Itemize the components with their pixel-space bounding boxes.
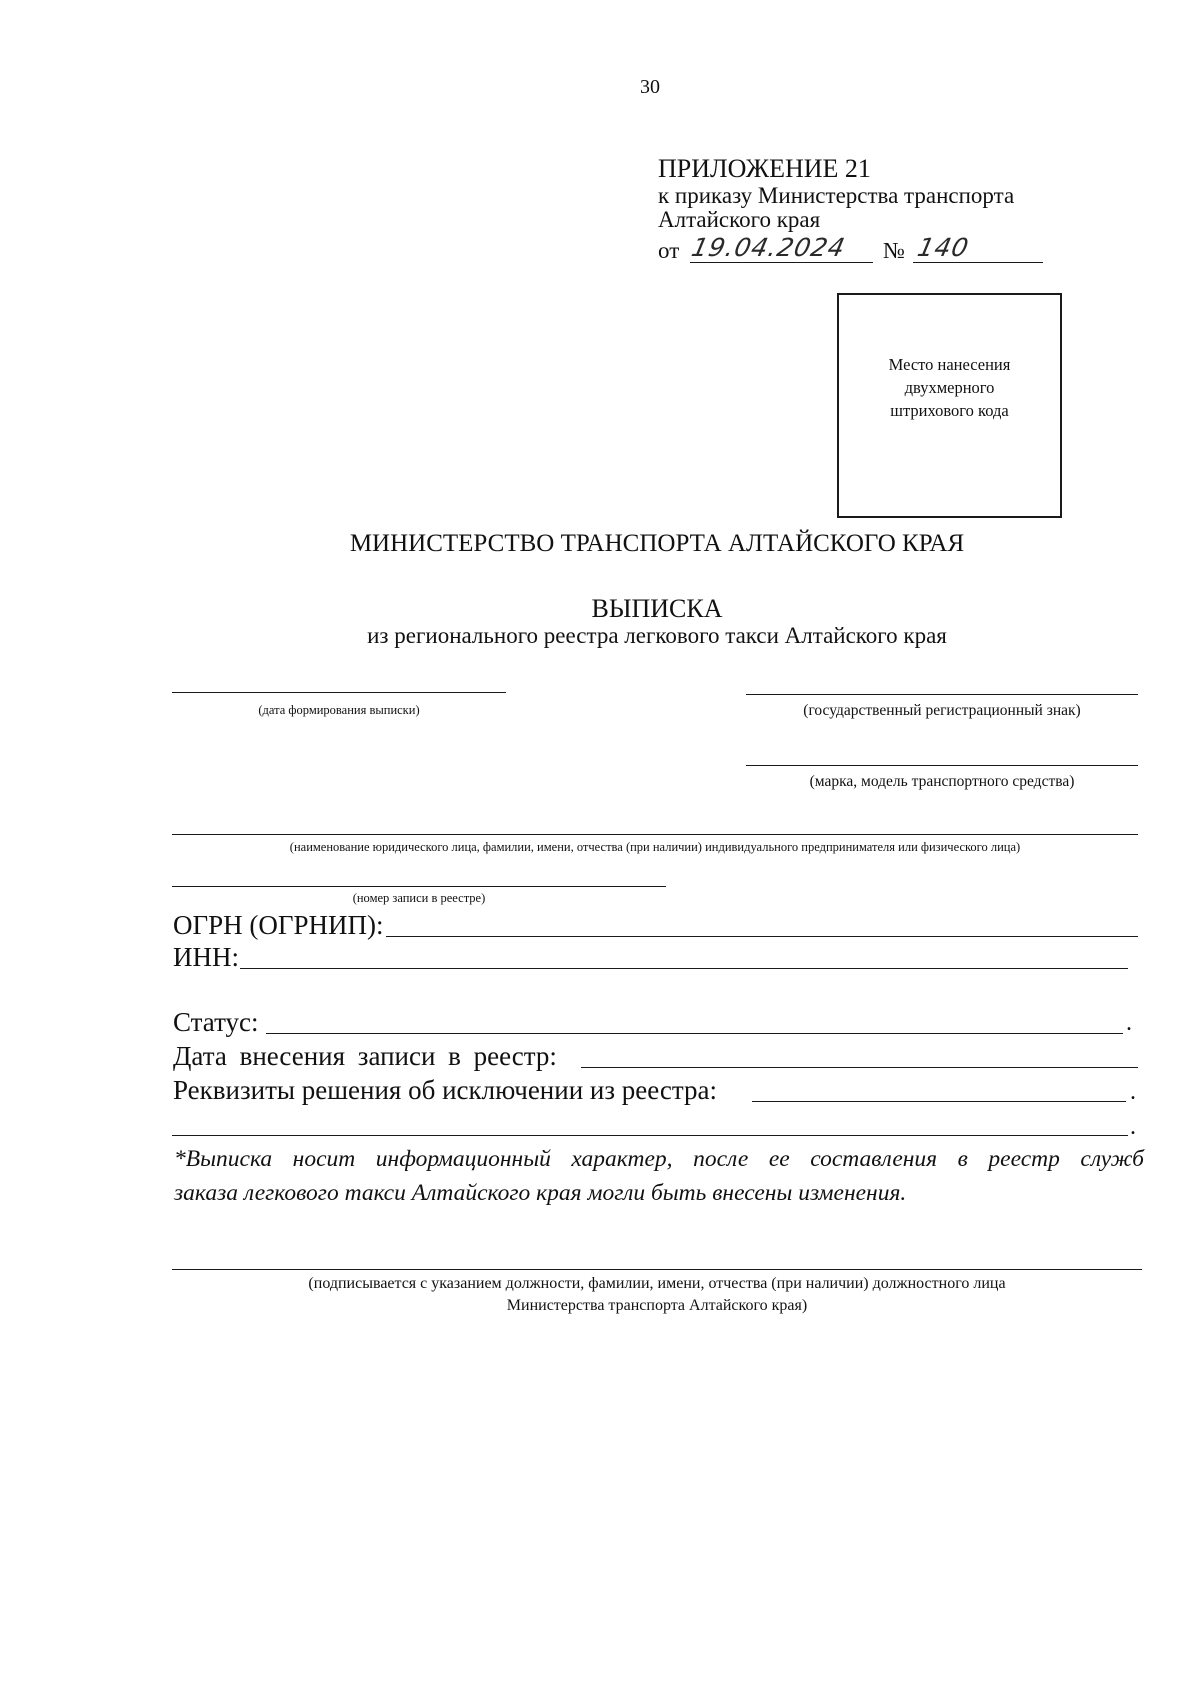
barcode-caption-2: двухмерного <box>904 378 995 397</box>
date-entry-text: Дата внесения записи в реестр: <box>173 1041 557 1071</box>
handwritten-date: 19.04.2024 <box>688 233 849 262</box>
owner-name-line <box>172 834 1138 835</box>
handwritten-number: 140 <box>914 233 972 262</box>
inn-label: ИНН: <box>173 942 239 972</box>
vehicle-model-caption: (марка, модель транспортного средства) <box>809 773 1075 790</box>
page-number: 30 <box>640 76 660 98</box>
record-number-line <box>172 886 666 887</box>
date-entry-line <box>581 1067 1138 1068</box>
number-underline <box>913 262 1043 263</box>
ogrn-line <box>386 936 1138 937</box>
signature-line <box>172 1269 1142 1270</box>
status-period: . <box>1126 1010 1132 1036</box>
inn-line <box>240 968 1128 969</box>
barcode-caption-1: Место нанесения <box>888 355 1011 374</box>
date-underline <box>690 262 873 263</box>
document-subtitle: из регионального реестра легкового такси Алтайского края <box>367 623 947 648</box>
info-note <box>174 1142 1144 1210</box>
ogrn-label: ОГРН (ОГРНИП): <box>173 910 384 940</box>
exclusion-continuation-line <box>172 1135 1128 1136</box>
exclusion-line <box>752 1101 1126 1102</box>
appendix-date-prefix: от <box>658 238 680 263</box>
info-note-line-2: заказа легкового такси Алтайского края могли быть внесены изменения. <box>174 1180 907 1206</box>
exclusion-period: . <box>1130 1079 1136 1105</box>
owner-name-caption: (наименование юридического лица, фамилии, имени, отчества (при наличии) индивидуального предпринимателя или физического лица) <box>289 840 1021 854</box>
barcode-placeholder-box <box>837 293 1062 518</box>
appendix-region-line: Алтайского края <box>658 207 821 232</box>
reg-sign-line <box>746 694 1138 695</box>
document-title: ВЫПИСКА <box>591 594 723 623</box>
info-note-line-1: *Выписка носит информационный характер, после ее составления в реестр служб <box>174 1146 1144 1172</box>
barcode-caption-3: штрихового кода <box>890 401 1009 420</box>
date-formed-caption: (дата формирования выписки) <box>258 703 420 717</box>
appendix-number-prefix: № <box>883 238 905 263</box>
status-label: Статус: <box>173 1007 259 1037</box>
status-line <box>266 1033 1123 1034</box>
exclusion-label: Реквизиты решения об исключении из реестра: <box>173 1075 718 1105</box>
ministry-heading: МИНИСТЕРСТВО ТРАНСПОРТА АЛТАЙСКОГО КРАЯ <box>349 530 965 557</box>
continuation-period: . <box>1130 1114 1136 1140</box>
vehicle-model-line <box>746 765 1138 766</box>
date-entry-label <box>173 1043 557 1070</box>
signature-caption-2: Министерства транспорта Алтайского края) <box>506 1297 808 1314</box>
appendix-title: ПРИЛОЖЕНИЕ 21 <box>658 154 871 183</box>
signature-caption-1: (подписывается с указанием должности, фамилии, имени, отчества (при наличии) должностного лица <box>308 1275 1006 1292</box>
date-formed-line <box>172 692 506 693</box>
reg-sign-caption: (государственный регистрационный знак) <box>803 702 1081 719</box>
appendix-order-line: к приказу Министерства транспорта <box>658 183 1015 208</box>
record-number-caption: (номер записи в реестре) <box>352 891 486 905</box>
